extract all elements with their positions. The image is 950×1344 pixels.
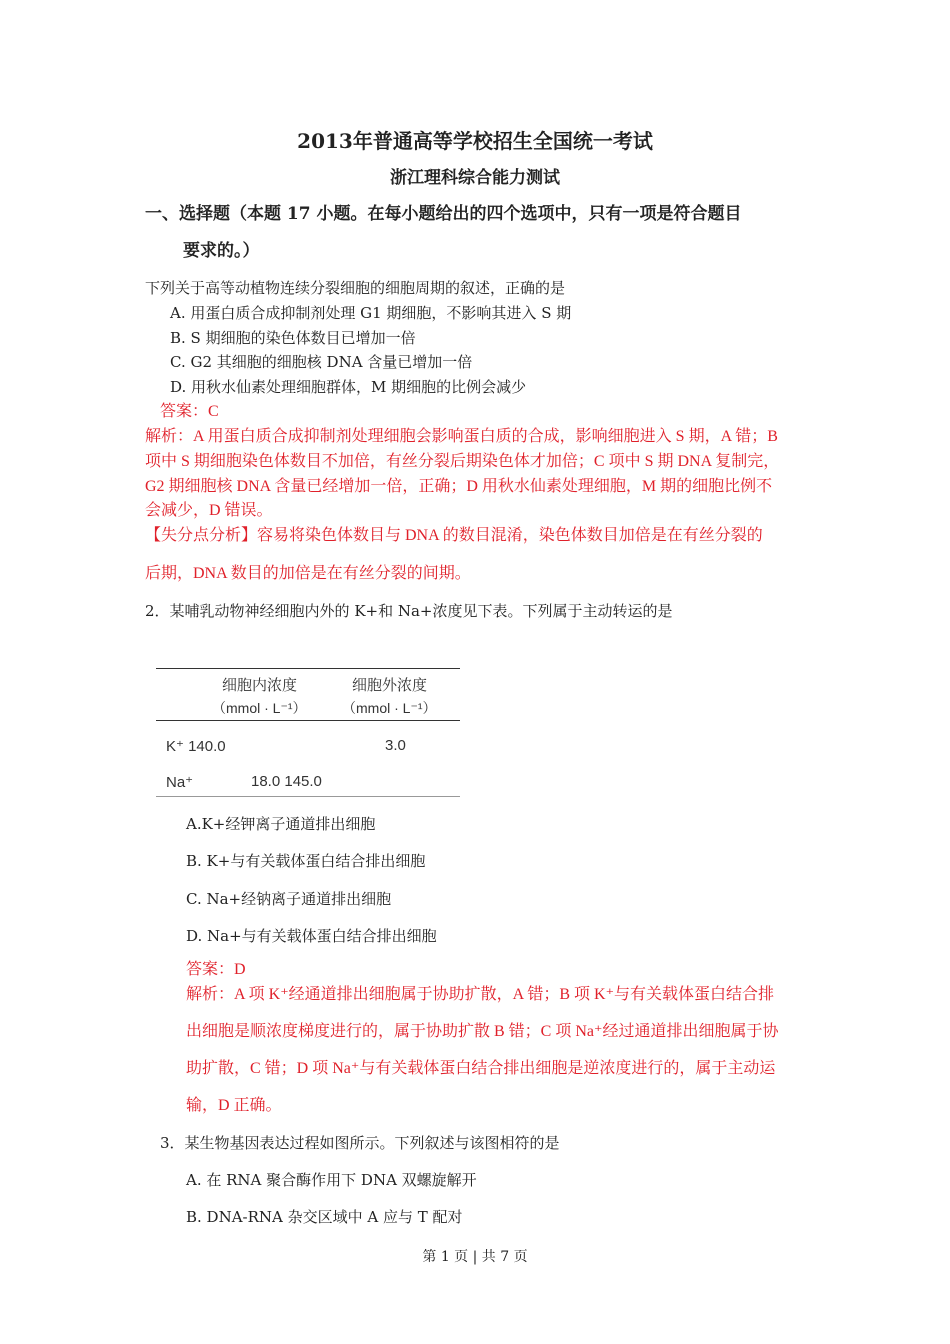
q2-analysis-line: 输，D 正确。 xyxy=(186,1097,282,1114)
q1-analysis-line: G2 期细胞核 DNA 含量已经增加一倍，正确；D 用秋水仙素处理细胞，M 期的细胞比例不 xyxy=(145,478,773,495)
q2-option-d: D. Na+与有关载体蛋白结合排出细胞 xyxy=(186,927,437,945)
q2-option-b: B. K+与有关载体蛋白结合排出细胞 xyxy=(186,852,426,870)
document-subtitle: 浙江理科综合能力测试 xyxy=(390,168,560,188)
header-inside: 细胞内浓度 xyxy=(222,677,298,694)
page-footer: 第 1 页 | 共 7 页 xyxy=(422,1249,528,1265)
cell-k-label: K⁺ 140.0 xyxy=(166,738,226,755)
q2-analysis-line: 解析：A 项 K⁺经通道排出细胞属于协助扩散，A 错；B 项 K⁺与有关载体蛋白结合排 xyxy=(186,986,775,1003)
q2-option-a: A.K+经钾离子通道排出细胞 xyxy=(186,815,376,833)
q1-analysis-line: 解析：A 用蛋白质合成抑制剂处理细胞会影响蛋白质的合成，影响细胞进入 S 期，A 错；B xyxy=(145,428,778,445)
table-divider xyxy=(156,720,460,721)
q2-option-c: C. Na+经钠离子通道排出细胞 xyxy=(186,890,392,908)
section-heading-cont: 要求的。） xyxy=(183,241,260,261)
q2-analysis-line: 助扩散，C 错；D 项 Na⁺与有关载体蛋白结合排出细胞是逆浓度进行的，属于主动运 xyxy=(186,1060,776,1077)
q2-stem: 2．某哺乳动物神经细胞内外的 K+和 Na+浓度见下表。下列属于主动转运的是 xyxy=(145,602,673,620)
section-heading: 一、选择题（本题 17 小题。在每小题给出的四个选项中，只有一项是符合题目 xyxy=(145,204,742,224)
q2-answer: 答案：D xyxy=(186,961,246,978)
header-outside: 细胞外浓度 xyxy=(352,677,428,694)
q1-stem: 下列关于高等动植物连续分裂细胞的细胞周期的叙述，正确的是 xyxy=(145,279,566,297)
q3-option-a: A. 在 RNA 聚合酶作用下 DNA 双螺旋解开 xyxy=(186,1171,477,1189)
q1-option-c: C. G2 其细胞的细胞核 DNA 含量已增加一倍 xyxy=(170,353,473,371)
cell-k-outside: 3.0 xyxy=(385,737,406,754)
document-title: 2013年普通高等学校招生全国统一考试 xyxy=(297,129,653,153)
cell-na-values: 18.0 145.0 xyxy=(251,773,322,790)
q2-analysis-line: 出细胞是顺浓度梯度进行的，属于协助扩散 B 错；C 项 Na⁺经过通道排出细胞属于协 xyxy=(186,1023,779,1040)
q1-analysis-line: 项中 S 期细胞染色体数目不加倍，有丝分裂后期染色体才加倍；C 项中 S 期 DNA 复制完， xyxy=(145,453,780,470)
q1-option-a: A. 用蛋白质合成抑制剂处理 G1 期细胞，不影响其进入 S 期 xyxy=(170,304,572,322)
q3-option-b: B. DNA-RNA 杂交区域中 A 应与 T 配对 xyxy=(186,1208,463,1226)
q1-analysis-line: 会减少，D 错误。 xyxy=(145,502,273,519)
q1-option-d: D. 用秋水仙素处理细胞群体，M 期细胞的比例会减少 xyxy=(170,378,527,396)
concentration-table xyxy=(156,668,460,797)
q1-option-b: B. S 期细胞的染色体数目已增加一倍 xyxy=(170,329,416,347)
q3-stem: 3．某生物基因表达过程如图所示。下列叙述与该图相符的是 xyxy=(160,1134,560,1152)
unit-inside: （mmol · L⁻¹） xyxy=(212,700,307,716)
q1-error-analysis: 【失分点分析】容易将染色体数目与 DNA 的数目混淆，染色体数目加倍是在有丝分裂的 xyxy=(145,527,763,544)
cell-na-label: Na⁺ xyxy=(166,774,194,791)
q1-error-analysis: 后期，DNA 数目的加倍是在有丝分裂的间期。 xyxy=(145,565,471,582)
unit-outside: （mmol · L⁻¹） xyxy=(342,700,437,716)
q1-answer: 答案：C xyxy=(160,403,219,420)
